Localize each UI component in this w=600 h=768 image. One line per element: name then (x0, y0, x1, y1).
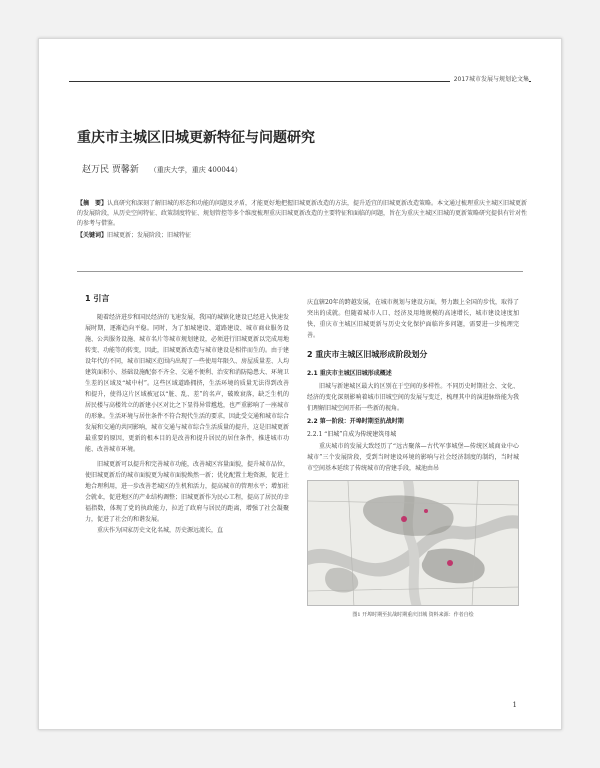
map-marker (447, 560, 453, 566)
figure-caption: 图1 开埠时期至抗战时期重庆旧城 资料来源：作者自绘 (352, 612, 474, 618)
keywords-label: 【关键词】 (77, 232, 108, 239)
keywords (77, 231, 529, 241)
left-column (85, 289, 289, 536)
paragraph: 重庆作为国家历史文化名城，历史源远流长，直 (97, 527, 224, 534)
map-marker (401, 516, 407, 522)
keywords-text: 旧城更新；发展阶段；旧城特征 (107, 232, 192, 239)
byline (82, 162, 242, 175)
affiliation: （重庆大学，重庆 400044） (149, 166, 242, 174)
paper-title: 重庆市主城区旧城更新特征与问题研究 (77, 130, 315, 146)
abstract-body (77, 199, 529, 229)
abstract-divider (77, 271, 523, 272)
page-number: 1 (512, 701, 517, 709)
subsection-heading-2-1: 2.1 重庆市主城区旧城形成概述 (307, 370, 392, 377)
paragraph: 旧城更新可以提升和完善城市功能，改善城区容量面貌，提升城市品位，使旧城更新后的城市面貌更为城市面貌焕然一新；优化配置土地资源，促进土地合理利用，进一步改善老城区的生机和活力，提高城市的管理水平；增加社会就业，促进地区的产业结构调整；旧城更新作为民心工程，提高了居民的幸福指数，体现了党的执政能力，拉近了政府与居民的距离，增强了社会凝聚力，促进了社会的和谐发展。 (85, 461, 290, 523)
document-page (38, 38, 562, 730)
paragraph: 重庆城市的发展大致经历了“远古聚落—古代军事城堡—传统区域商业中心城市”三个发展阶段，受到当时建设环境的影响与社会经济制度的制约，当时城市空间基本延续了传统城市的营建手段，城池由吊 (307, 443, 519, 472)
paragraph: 旧城与新建城区最大的区别在于空间的多样性。不同历史时期社会、文化、经济的变化深刻影响着城市旧城空间的发展与变迁，梳理其中的演进脉络能为我们理解旧城空间开拓一些新的视角。 (307, 383, 519, 412)
section-heading-2: 2 重庆市主城区旧城形成阶段划分 (307, 350, 428, 359)
paragraph: 庆直辖20年的跨越发展，在城市规划与建设方面，努力跟上全国的步伐，取得了突出的成就。但随着城市人口、经济及用地规模的高速增长，城市建设速度加快，重庆市主城区旧城更新与历史文化保护面临许多问题，需要进一步梳理完善。 (307, 299, 519, 339)
section-heading-intro: 1 引言 (85, 294, 110, 303)
abstract-text: 认真研究和深刻了解旧城的形态和功能的问题及矛盾，才能更好地把握旧城更新改造的方法，提升适宜的旧城更新改造策略。本文通过梳理重庆主城区旧城更新的发展阶段，从历史空间特征、政策制度特征、规划管控等多个维度梳理重庆旧城更新改造的主要特征和面临的问题，旨在为重庆主城区旧城的更新策略研究提供有针对性的参考与借鉴。 (77, 200, 528, 227)
paragraph: 随着经济进步和国民经济的飞速发展，我国的城镇化建设已经进入快速发展时期，逐渐趋向平稳。同时，为了加城建设、道路建设、城市商业服务设施、公共服务设施、城市名片等城市规划建设，必须进行旧城更新以完成用地转变、功能等的转变，因此，旧城更新改造与城市建设是相伴而生的。由于建设年代的不同，城市旧城区范围内出现了一些使用年限久、房屋质量差、人均建筑面积小、基础设施配套不齐全、交通不便利、治安和消防隐患大、环境卫生差的区域及“城中村”。这些区域道路拥挤，生活环境的质量无法得到改善和提升，使得这片区域被冠以“脏、乱、差”的名声，破败衰落，缺乏生机的居民楼与高楼耸立的新建小区对比之下显得异常尴尬，也严重影响了一座城市的形象。生活环境与居住条件不符合现代生活的要求，因此受交通和城市综合发展和交通的共同影响，城市交通与城市综合生活质量的提升，这是旧城更新最重要的原因，更新的根本目的是改善和提升居民的居住条件，推进城市功能、改善城市环境。 (85, 314, 290, 453)
map-illustration (308, 481, 519, 606)
abstract (77, 199, 529, 241)
subsection-heading-2-2: 2.2 第一阶段：开埠时期至抗战时期 (307, 418, 404, 425)
subsection-heading-2-2-1: 2.2.1 “旧城”自成为传统建筑母城 (307, 431, 397, 438)
abstract-label: 【摘 要】 (77, 200, 108, 207)
figure-map (307, 480, 519, 606)
right-column (307, 297, 519, 621)
authors: 赵万民 贾馨新 (82, 165, 139, 175)
journal-tag: 2017城市发展与规划论文集 (450, 75, 529, 85)
map-marker (424, 509, 428, 513)
